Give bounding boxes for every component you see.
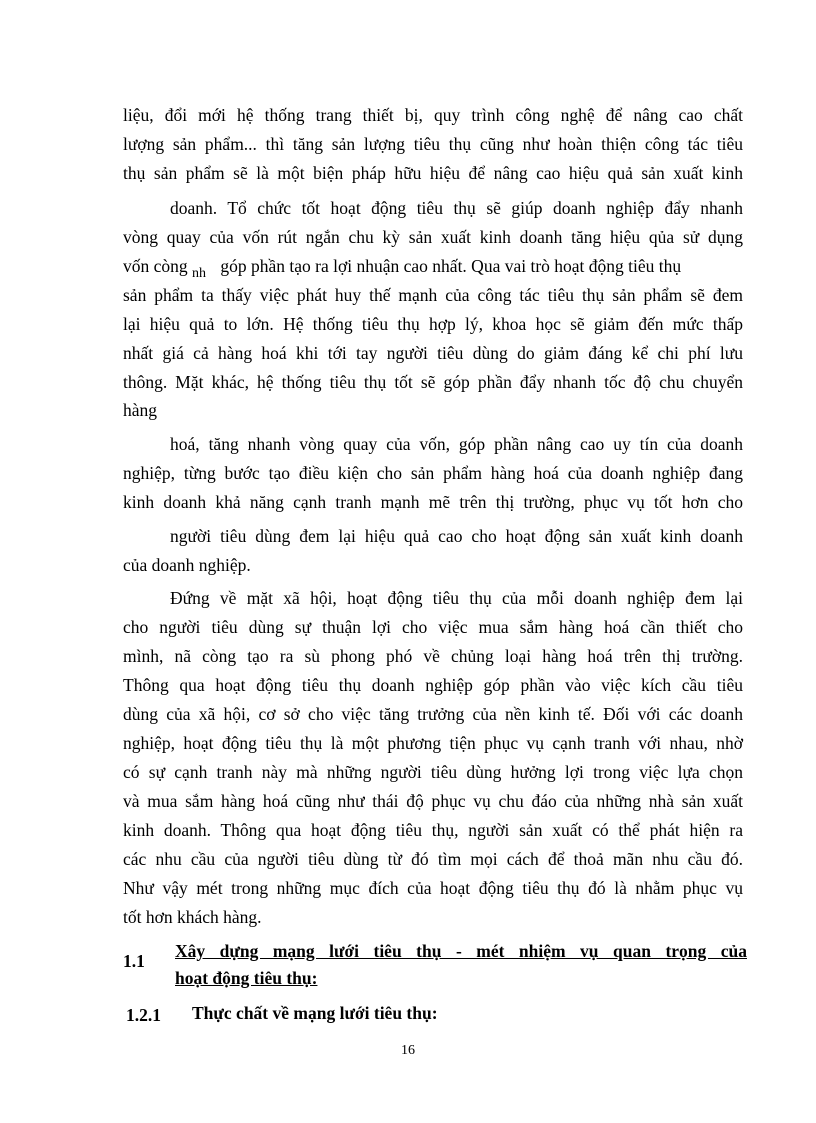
text-line	[123, 255, 743, 280]
text-line: của doanh nghiệp.	[123, 555, 251, 575]
text-line: nhất giá cả hàng hoá khi tới tay người tiêu dùng do giảm đáng kể chi phí lưu	[123, 343, 743, 363]
text-line: Như vậy mét trong những mục đích của hoạt động tiêu thụ đó là nhằm phục vụ	[123, 878, 743, 898]
text-line: lại hiệu quả to lớn. Hệ thống tiêu thụ hợp lý, khoa học sẽ giảm đến mức thấp	[123, 314, 743, 334]
text-fragment: vốn còng	[123, 256, 188, 276]
text-line: các nhu cầu của người tiêu dùng từ đó tìm mọi cách để thoả mãn nhu cầu đó.	[123, 849, 743, 869]
text-fragment: nh	[192, 266, 207, 281]
text-line: kinh doanh. Thông qua hoạt động tiêu thụ, người sản xuất có thể phát hiện ra	[123, 820, 743, 840]
text-line: có sự cạnh tranh này mà những người tiêu dùng hưởng lợi trong việc lựa chọn	[123, 762, 743, 782]
heading-number: 1.1	[123, 951, 145, 971]
text-line: mình, nã còng tạo ra sù phong phó về chủng loại hàng hoá trên thị trường.	[123, 646, 743, 666]
text-line: vòng quay của vốn rút ngắn chu kỳ sản xuất kinh doanh tăng hiệu qủa sử dụng	[123, 227, 743, 247]
heading-title-line: Xây dựng mạng lưới tiêu thụ - mét nhiệm vụ quan trọng của	[175, 941, 747, 961]
text-line: nghiệp, hoạt động tiêu thụ là một phương tiện phục vụ cạnh tranh với nhau, nhờ	[123, 733, 743, 753]
text-fragment: góp phần tạo ra lợi nhuận cao nhất. Qua vai trò hoạt động tiêu thụ	[220, 256, 682, 276]
text-line: tốt hơn khách hàng.	[123, 907, 262, 927]
text-line: cho người tiêu dùng sự thuận lợi cho việc mua sắm hàng hoá cần thiết cho	[123, 617, 743, 637]
text-line: người tiêu dùng đem lại hiệu quả cao cho hoạt động sản xuất kinh doanh	[170, 526, 743, 546]
heading-title-line: hoạt động tiêu thụ:	[175, 968, 318, 988]
text-line: thông. Mặt khác, hệ thống tiêu thụ tốt sẽ góp phần đẩy nhanh tốc độ chu chuyển	[123, 372, 743, 392]
text-line: thụ sản phẩm sẽ là một biện pháp hữu hiệu để nâng cao hiệu quả sản xuất kinh	[123, 163, 743, 183]
text-line: hàng	[123, 400, 158, 420]
text-line: liệu, đổi mới hệ thống trang thiết bị, quy trình công nghệ để nâng cao chất	[123, 105, 743, 125]
text-line: và mua sắm hàng hoá cũng như thái độ phục vụ chu đáo của những nhà sản xuất	[123, 791, 743, 811]
text-line: Đứng về mặt xã hội, hoạt động tiêu thụ của mỗi doanh nghiệp đem lại	[170, 588, 743, 608]
text-line: dùng của xã hội, cơ sở cho việc tăng trưởng của nền kinh tế. Đối với các doanh	[123, 704, 743, 724]
text-line: kinh doanh khả năng cạnh tranh mạnh mẽ trên thị trường, phục vụ tốt hơn cho	[123, 492, 743, 512]
text-line: sản phẩm ta thấy việc phát huy thế mạnh của công tác tiêu thụ sản phẩm sẽ đem	[123, 285, 743, 305]
page-number: 16	[401, 1043, 415, 1058]
text-line: doanh. Tổ chức tốt hoạt động tiêu thụ sẽ giúp doanh nghiệp đẩy nhanh	[170, 198, 743, 218]
heading-number: 1.2.1	[126, 1005, 161, 1025]
text-line: hoá, tăng nhanh vòng quay của vốn, góp phần nâng cao uy tín của doanh	[170, 434, 743, 454]
text-line: nghiệp, từng bước tạo điều kiện cho sản phẩm hàng hoá của doanh nghiệp đang	[123, 463, 743, 483]
heading-title: Thực chất về mạng lưới tiêu thụ:	[192, 1003, 438, 1023]
text-line: Thông qua hoạt động tiêu thụ doanh nghiệp góp phần vào việc kích cầu tiêu	[123, 675, 743, 695]
text-line: lượng sản phẩm... thì tăng sản lượng tiêu thụ cũng như hoàn thiện công tác tiêu	[123, 134, 743, 154]
